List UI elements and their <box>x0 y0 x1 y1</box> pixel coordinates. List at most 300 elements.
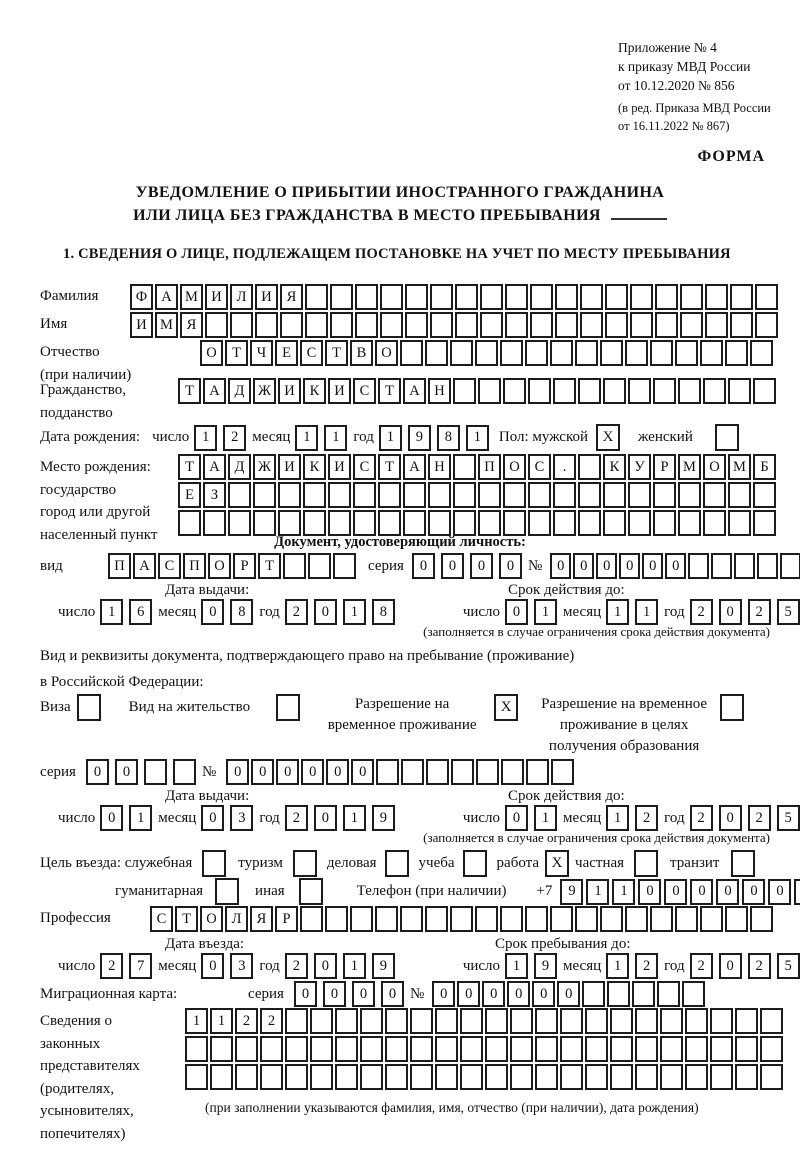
char-box[interactable] <box>703 510 726 536</box>
char-box[interactable] <box>555 284 578 310</box>
char-box[interactable] <box>253 482 276 508</box>
char-box[interactable] <box>725 340 748 366</box>
purpose-other-checkbox[interactable] <box>299 878 323 905</box>
char-box[interactable] <box>430 312 453 338</box>
purpose-study-checkbox[interactable] <box>463 850 487 877</box>
char-box[interactable] <box>755 312 778 338</box>
char-box[interactable]: 0 <box>314 805 337 831</box>
char-box[interactable] <box>385 1064 408 1090</box>
char-box[interactable] <box>478 482 501 508</box>
char-box[interactable] <box>730 284 753 310</box>
char-box[interactable] <box>280 312 303 338</box>
char-box[interactable] <box>385 1036 408 1062</box>
char-box[interactable] <box>455 284 478 310</box>
char-box[interactable]: 0 <box>716 879 739 905</box>
char-box[interactable]: 1 <box>343 805 366 831</box>
char-box[interactable] <box>700 340 723 366</box>
char-box[interactable] <box>305 284 328 310</box>
char-box[interactable]: 0 <box>768 879 791 905</box>
char-box[interactable] <box>428 482 451 508</box>
char-box[interactable] <box>560 1008 583 1034</box>
char-box[interactable]: 2 <box>285 599 308 625</box>
residence-permit-checkbox[interactable] <box>276 694 300 721</box>
char-box[interactable] <box>685 1064 708 1090</box>
char-box[interactable]: 1 <box>606 805 629 831</box>
char-box[interactable] <box>500 340 523 366</box>
char-box[interactable]: Т <box>175 906 198 932</box>
char-box[interactable]: 0 <box>742 879 765 905</box>
char-box[interactable]: М <box>678 454 701 480</box>
char-box[interactable] <box>230 312 253 338</box>
char-box[interactable] <box>760 1036 783 1062</box>
char-box[interactable] <box>682 981 705 1007</box>
char-box[interactable] <box>678 482 701 508</box>
char-box[interactable]: Е <box>178 482 201 508</box>
char-box[interactable]: 8 <box>437 425 460 451</box>
char-box[interactable]: 0 <box>719 805 742 831</box>
char-box[interactable]: Р <box>233 553 256 579</box>
char-box[interactable] <box>385 1008 408 1034</box>
char-box[interactable] <box>330 284 353 310</box>
char-box[interactable] <box>353 482 376 508</box>
char-box[interactable]: 3 <box>230 805 253 831</box>
char-box[interactable]: 0 <box>505 805 528 831</box>
char-box[interactable] <box>260 1036 283 1062</box>
char-box[interactable]: 0 <box>314 953 337 979</box>
char-box[interactable] <box>300 906 323 932</box>
char-box[interactable] <box>755 284 778 310</box>
char-box[interactable]: 0 <box>532 981 555 1007</box>
char-box[interactable]: 0 <box>294 981 317 1007</box>
char-box[interactable] <box>235 1036 258 1062</box>
char-box[interactable]: А <box>203 378 226 404</box>
char-box[interactable] <box>210 1036 233 1062</box>
char-box[interactable]: 1 <box>612 879 635 905</box>
char-box[interactable]: 0 <box>441 553 464 579</box>
purpose-transit-checkbox[interactable] <box>731 850 755 877</box>
char-box[interactable] <box>603 378 626 404</box>
char-box[interactable]: Ф <box>130 284 153 310</box>
char-box[interactable]: 2 <box>285 953 308 979</box>
char-box[interactable] <box>510 1036 533 1062</box>
char-box[interactable]: 1 <box>343 953 366 979</box>
char-box[interactable]: Т <box>378 378 401 404</box>
char-box[interactable]: Т <box>178 454 201 480</box>
char-box[interactable]: 0 <box>86 759 109 785</box>
char-box[interactable] <box>685 1036 708 1062</box>
char-box[interactable]: 2 <box>223 425 246 451</box>
char-box[interactable] <box>453 510 476 536</box>
char-box[interactable]: 0 <box>550 553 571 579</box>
char-box[interactable]: 2 <box>285 805 308 831</box>
char-box[interactable] <box>578 454 601 480</box>
char-box[interactable] <box>450 906 473 932</box>
char-box[interactable] <box>675 906 698 932</box>
char-box[interactable]: 0 <box>323 981 346 1007</box>
char-box[interactable] <box>453 454 476 480</box>
char-box[interactable]: И <box>255 284 278 310</box>
char-box[interactable] <box>660 1036 683 1062</box>
char-box[interactable] <box>560 1064 583 1090</box>
char-box[interactable] <box>144 759 167 785</box>
char-box[interactable] <box>528 510 551 536</box>
char-box[interactable] <box>728 378 751 404</box>
char-box[interactable]: 1 <box>343 599 366 625</box>
char-box[interactable]: 0 <box>719 599 742 625</box>
char-box[interactable]: 7 <box>129 953 152 979</box>
temp-residence-checkbox[interactable]: X <box>494 694 518 721</box>
char-box[interactable]: 1 <box>210 1008 233 1034</box>
char-box[interactable] <box>285 1008 308 1034</box>
char-box[interactable] <box>630 284 653 310</box>
char-box[interactable] <box>710 1064 733 1090</box>
char-box[interactable] <box>360 1064 383 1090</box>
char-box[interactable]: 2 <box>748 599 771 625</box>
char-box[interactable] <box>453 482 476 508</box>
char-box[interactable]: Л <box>225 906 248 932</box>
char-box[interactable]: 0 <box>499 553 522 579</box>
char-box[interactable]: 8 <box>372 599 395 625</box>
char-box[interactable] <box>478 510 501 536</box>
char-box[interactable]: Т <box>378 454 401 480</box>
char-box[interactable] <box>735 1008 758 1034</box>
char-box[interactable] <box>605 284 628 310</box>
char-box[interactable] <box>578 378 601 404</box>
char-box[interactable]: Д <box>228 454 251 480</box>
char-box[interactable]: С <box>353 454 376 480</box>
char-box[interactable]: 0 <box>351 759 374 785</box>
char-box[interactable]: 1 <box>606 599 629 625</box>
char-box[interactable]: М <box>728 454 751 480</box>
char-box[interactable] <box>725 906 748 932</box>
char-box[interactable] <box>553 378 576 404</box>
char-box[interactable]: 0 <box>557 981 580 1007</box>
char-box[interactable] <box>794 879 800 905</box>
char-box[interactable] <box>425 340 448 366</box>
char-box[interactable] <box>310 1064 333 1090</box>
char-box[interactable]: 0 <box>100 805 123 831</box>
purpose-private-checkbox[interactable] <box>634 850 658 877</box>
char-box[interactable]: С <box>158 553 181 579</box>
char-box[interactable]: Я <box>180 312 203 338</box>
char-box[interactable]: 2 <box>748 805 771 831</box>
char-box[interactable] <box>453 378 476 404</box>
char-box[interactable] <box>350 906 373 932</box>
char-box[interactable] <box>628 510 651 536</box>
char-box[interactable]: О <box>208 553 231 579</box>
char-box[interactable]: А <box>155 284 178 310</box>
char-box[interactable] <box>700 906 723 932</box>
char-box[interactable] <box>625 340 648 366</box>
char-box[interactable] <box>735 1036 758 1062</box>
char-box[interactable]: 1 <box>534 805 557 831</box>
char-box[interactable]: Ж <box>253 378 276 404</box>
char-box[interactable] <box>405 312 428 338</box>
purpose-humanitarian-checkbox[interactable] <box>215 878 239 905</box>
char-box[interactable]: Б <box>753 454 776 480</box>
char-box[interactable] <box>550 906 573 932</box>
char-box[interactable] <box>308 553 331 579</box>
char-box[interactable]: О <box>703 454 726 480</box>
char-box[interactable] <box>757 553 778 579</box>
char-box[interactable]: 0 <box>201 805 224 831</box>
char-box[interactable]: Я <box>250 906 273 932</box>
char-box[interactable]: А <box>133 553 156 579</box>
char-box[interactable]: 1 <box>606 953 629 979</box>
char-box[interactable] <box>585 1008 608 1034</box>
char-box[interactable] <box>203 510 226 536</box>
char-box[interactable] <box>610 1036 633 1062</box>
char-box[interactable] <box>610 1064 633 1090</box>
char-box[interactable] <box>734 553 755 579</box>
char-box[interactable] <box>428 510 451 536</box>
char-box[interactable] <box>283 553 306 579</box>
char-box[interactable]: 1 <box>324 425 347 451</box>
char-box[interactable]: 0 <box>352 981 375 1007</box>
char-box[interactable] <box>355 284 378 310</box>
char-box[interactable] <box>750 906 773 932</box>
char-box[interactable] <box>228 482 251 508</box>
char-box[interactable] <box>600 340 623 366</box>
char-box[interactable] <box>403 510 426 536</box>
char-box[interactable]: А <box>203 454 226 480</box>
char-box[interactable]: 9 <box>408 425 431 451</box>
char-box[interactable]: 1 <box>534 599 557 625</box>
char-box[interactable]: 1 <box>379 425 402 451</box>
char-box[interactable]: 1 <box>635 599 658 625</box>
char-box[interactable] <box>555 312 578 338</box>
char-box[interactable] <box>285 1064 308 1090</box>
char-box[interactable] <box>460 1036 483 1062</box>
char-box[interactable] <box>607 981 630 1007</box>
char-box[interactable] <box>728 510 751 536</box>
char-box[interactable] <box>330 312 353 338</box>
char-box[interactable] <box>780 553 800 579</box>
char-box[interactable]: Р <box>275 906 298 932</box>
char-box[interactable] <box>703 482 726 508</box>
char-box[interactable]: Ж <box>253 454 276 480</box>
char-box[interactable]: 0 <box>201 953 224 979</box>
char-box[interactable]: 0 <box>507 981 530 1007</box>
char-box[interactable]: 1 <box>129 805 152 831</box>
char-box[interactable] <box>678 378 701 404</box>
char-box[interactable] <box>380 284 403 310</box>
char-box[interactable]: 8 <box>230 599 253 625</box>
char-box[interactable]: И <box>130 312 153 338</box>
char-box[interactable] <box>678 510 701 536</box>
char-box[interactable] <box>660 1064 683 1090</box>
char-box[interactable] <box>475 340 498 366</box>
char-box[interactable] <box>451 759 474 785</box>
char-box[interactable] <box>753 378 776 404</box>
char-box[interactable]: 0 <box>314 599 337 625</box>
char-box[interactable] <box>285 1036 308 1062</box>
char-box[interactable]: 0 <box>505 599 528 625</box>
char-box[interactable] <box>228 510 251 536</box>
char-box[interactable] <box>510 1064 533 1090</box>
char-box[interactable] <box>528 378 551 404</box>
char-box[interactable] <box>530 284 553 310</box>
char-box[interactable] <box>585 1064 608 1090</box>
char-box[interactable] <box>660 1008 683 1034</box>
char-box[interactable] <box>525 340 548 366</box>
char-box[interactable]: 1 <box>100 599 123 625</box>
char-box[interactable] <box>760 1064 783 1090</box>
char-box[interactable] <box>410 1036 433 1062</box>
char-box[interactable] <box>435 1064 458 1090</box>
char-box[interactable]: 9 <box>372 953 395 979</box>
char-box[interactable]: 0 <box>226 759 249 785</box>
char-box[interactable] <box>485 1036 508 1062</box>
char-box[interactable] <box>310 1036 333 1062</box>
char-box[interactable]: Т <box>258 553 281 579</box>
char-box[interactable] <box>475 906 498 932</box>
char-box[interactable] <box>255 312 278 338</box>
char-box[interactable]: К <box>603 454 626 480</box>
char-box[interactable] <box>635 1036 658 1062</box>
char-box[interactable] <box>360 1036 383 1062</box>
char-box[interactable] <box>578 510 601 536</box>
char-box[interactable] <box>735 1064 758 1090</box>
char-box[interactable]: 0 <box>251 759 274 785</box>
char-box[interactable]: 2 <box>635 953 658 979</box>
char-box[interactable] <box>310 1008 333 1034</box>
char-box[interactable]: 2 <box>260 1008 283 1034</box>
char-box[interactable] <box>253 510 276 536</box>
char-box[interactable] <box>580 312 603 338</box>
char-box[interactable] <box>528 482 551 508</box>
char-box[interactable] <box>750 340 773 366</box>
char-box[interactable]: Т <box>178 378 201 404</box>
char-box[interactable]: И <box>278 378 301 404</box>
char-box[interactable] <box>655 312 678 338</box>
char-box[interactable] <box>580 284 603 310</box>
char-box[interactable]: А <box>403 378 426 404</box>
char-box[interactable]: Я <box>280 284 303 310</box>
char-box[interactable] <box>535 1036 558 1062</box>
char-box[interactable]: 0 <box>470 553 493 579</box>
char-box[interactable] <box>535 1064 558 1090</box>
char-box[interactable]: 2 <box>690 805 713 831</box>
char-box[interactable]: 0 <box>432 981 455 1007</box>
char-box[interactable] <box>405 284 428 310</box>
char-box[interactable]: 0 <box>642 553 663 579</box>
char-box[interactable] <box>376 759 399 785</box>
char-box[interactable] <box>426 759 449 785</box>
char-box[interactable]: 9 <box>560 879 583 905</box>
char-box[interactable]: 0 <box>665 553 686 579</box>
char-box[interactable]: 0 <box>301 759 324 785</box>
char-box[interactable] <box>560 1036 583 1062</box>
char-box[interactable] <box>625 906 648 932</box>
char-box[interactable]: 0 <box>381 981 404 1007</box>
char-box[interactable] <box>205 312 228 338</box>
char-box[interactable] <box>710 1036 733 1062</box>
char-box[interactable] <box>178 510 201 536</box>
char-box[interactable] <box>703 378 726 404</box>
char-box[interactable]: Л <box>230 284 253 310</box>
char-box[interactable] <box>353 510 376 536</box>
char-box[interactable] <box>688 553 709 579</box>
char-box[interactable] <box>335 1036 358 1062</box>
char-box[interactable]: 0 <box>638 879 661 905</box>
char-box[interactable] <box>575 906 598 932</box>
char-box[interactable] <box>535 1008 558 1034</box>
char-box[interactable] <box>730 312 753 338</box>
char-box[interactable] <box>355 312 378 338</box>
char-box[interactable]: О <box>375 340 398 366</box>
char-box[interactable]: Ч <box>250 340 273 366</box>
char-box[interactable] <box>476 759 499 785</box>
char-box[interactable] <box>485 1064 508 1090</box>
char-box[interactable]: 0 <box>719 953 742 979</box>
char-box[interactable] <box>460 1064 483 1090</box>
char-box[interactable] <box>680 312 703 338</box>
char-box[interactable] <box>680 284 703 310</box>
char-box[interactable]: С <box>353 378 376 404</box>
char-box[interactable] <box>635 1008 658 1034</box>
char-box[interactable]: 0 <box>619 553 640 579</box>
char-box[interactable] <box>657 981 680 1007</box>
char-box[interactable] <box>425 906 448 932</box>
char-box[interactable] <box>635 1064 658 1090</box>
char-box[interactable] <box>450 340 473 366</box>
char-box[interactable] <box>400 340 423 366</box>
char-box[interactable] <box>603 510 626 536</box>
char-box[interactable] <box>480 312 503 338</box>
char-box[interactable] <box>530 312 553 338</box>
char-box[interactable] <box>410 1008 433 1034</box>
char-box[interactable] <box>705 284 728 310</box>
char-box[interactable]: 0 <box>664 879 687 905</box>
sex-male-checkbox[interactable]: X <box>596 424 620 451</box>
char-box[interactable]: 2 <box>100 953 123 979</box>
char-box[interactable] <box>505 312 528 338</box>
char-box[interactable]: И <box>328 454 351 480</box>
char-box[interactable] <box>333 553 356 579</box>
char-box[interactable] <box>753 482 776 508</box>
char-box[interactable]: Т <box>325 340 348 366</box>
char-box[interactable]: 0 <box>326 759 349 785</box>
temp-residence-edu-checkbox[interactable] <box>720 694 744 721</box>
char-box[interactable] <box>653 482 676 508</box>
char-box[interactable] <box>335 1008 358 1034</box>
char-box[interactable]: 0 <box>115 759 138 785</box>
char-box[interactable]: Т <box>225 340 248 366</box>
char-box[interactable] <box>582 981 605 1007</box>
char-box[interactable]: К <box>303 454 326 480</box>
char-box[interactable] <box>628 482 651 508</box>
char-box[interactable]: 2 <box>235 1008 258 1034</box>
char-box[interactable]: О <box>503 454 526 480</box>
char-box[interactable]: И <box>278 454 301 480</box>
char-box[interactable]: Е <box>275 340 298 366</box>
char-box[interactable] <box>675 340 698 366</box>
char-box[interactable] <box>173 759 196 785</box>
char-box[interactable]: Д <box>228 378 251 404</box>
char-box[interactable] <box>278 510 301 536</box>
char-box[interactable]: 1 <box>295 425 318 451</box>
char-box[interactable]: П <box>183 553 206 579</box>
char-box[interactable] <box>685 1008 708 1034</box>
char-box[interactable] <box>705 312 728 338</box>
char-box[interactable]: 1 <box>505 953 528 979</box>
char-box[interactable] <box>485 1008 508 1034</box>
char-box[interactable] <box>575 340 598 366</box>
char-box[interactable] <box>655 284 678 310</box>
char-box[interactable] <box>303 510 326 536</box>
char-box[interactable] <box>760 1008 783 1034</box>
